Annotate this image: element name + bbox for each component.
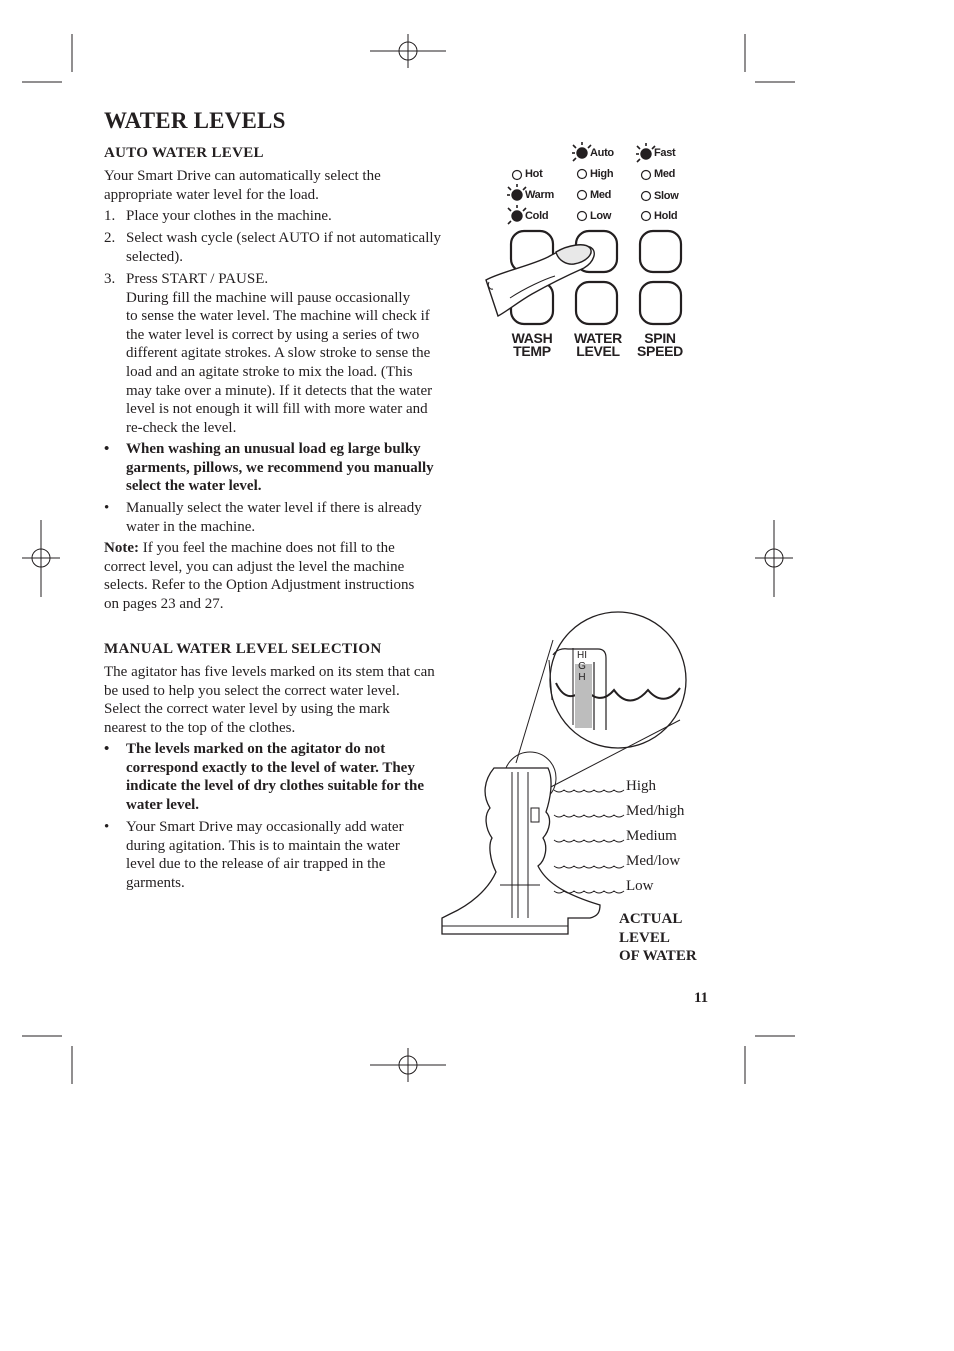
level-med-low: Med/low xyxy=(626,853,681,869)
wash-temp-option-hot: Hot xyxy=(525,168,543,180)
water-level-option-high: High xyxy=(590,168,614,180)
note: Note: If you feel the machine does not fill to the correct level, you can adjust the level the machine selects. Refer to the Option Adjustment instructions on pages 23 and 27. xyxy=(104,540,415,612)
level-low: Low xyxy=(626,878,654,894)
level-med-high: Med/high xyxy=(626,803,685,819)
manual-intro: The agitator has five levels marked on its stem that can be used to help you select the correct water level. Select the correct water level by using the mark nearest to the top of the clothes. xyxy=(104,664,435,736)
stem-high-text: HIGH xyxy=(577,650,587,683)
spin-speed-option-med: Med xyxy=(654,168,676,180)
page-number: 11 xyxy=(694,990,709,1006)
water-level-label: WATER LEVEL xyxy=(573,330,622,359)
level-high: High xyxy=(626,778,656,794)
note-label: Note: xyxy=(104,540,139,556)
wash-temp-option-warm: Warm xyxy=(525,189,554,201)
wash-temp-label: WASH TEMP xyxy=(511,330,553,359)
spin-speed-option-fast: Fast xyxy=(654,147,676,159)
agitator-illustration xyxy=(436,600,698,940)
spin-speed-option-hold: Hold xyxy=(654,210,678,222)
water-level-option-low: Low xyxy=(590,210,612,222)
wash-temp-option-cold: Cold xyxy=(525,210,549,222)
page-title: WATER LEVELS xyxy=(104,108,286,133)
manual-heading: MANUAL WATER LEVEL SELECTION xyxy=(104,641,382,657)
spin-speed-label: SPIN SPEED xyxy=(637,330,683,359)
actual-level-caption: ACTUAL LEVEL OF WATER xyxy=(619,911,697,965)
level-medium: Medium xyxy=(626,828,677,844)
water-level-option-med: Med xyxy=(590,189,612,201)
auto-intro: Your Smart Drive can automatically select the appropriate water level for the load. xyxy=(104,168,381,203)
water-level-option-auto: Auto xyxy=(590,147,614,159)
auto-water-level-heading: AUTO WATER LEVEL xyxy=(104,145,264,161)
spin-speed-option-slow: Slow xyxy=(654,190,679,202)
